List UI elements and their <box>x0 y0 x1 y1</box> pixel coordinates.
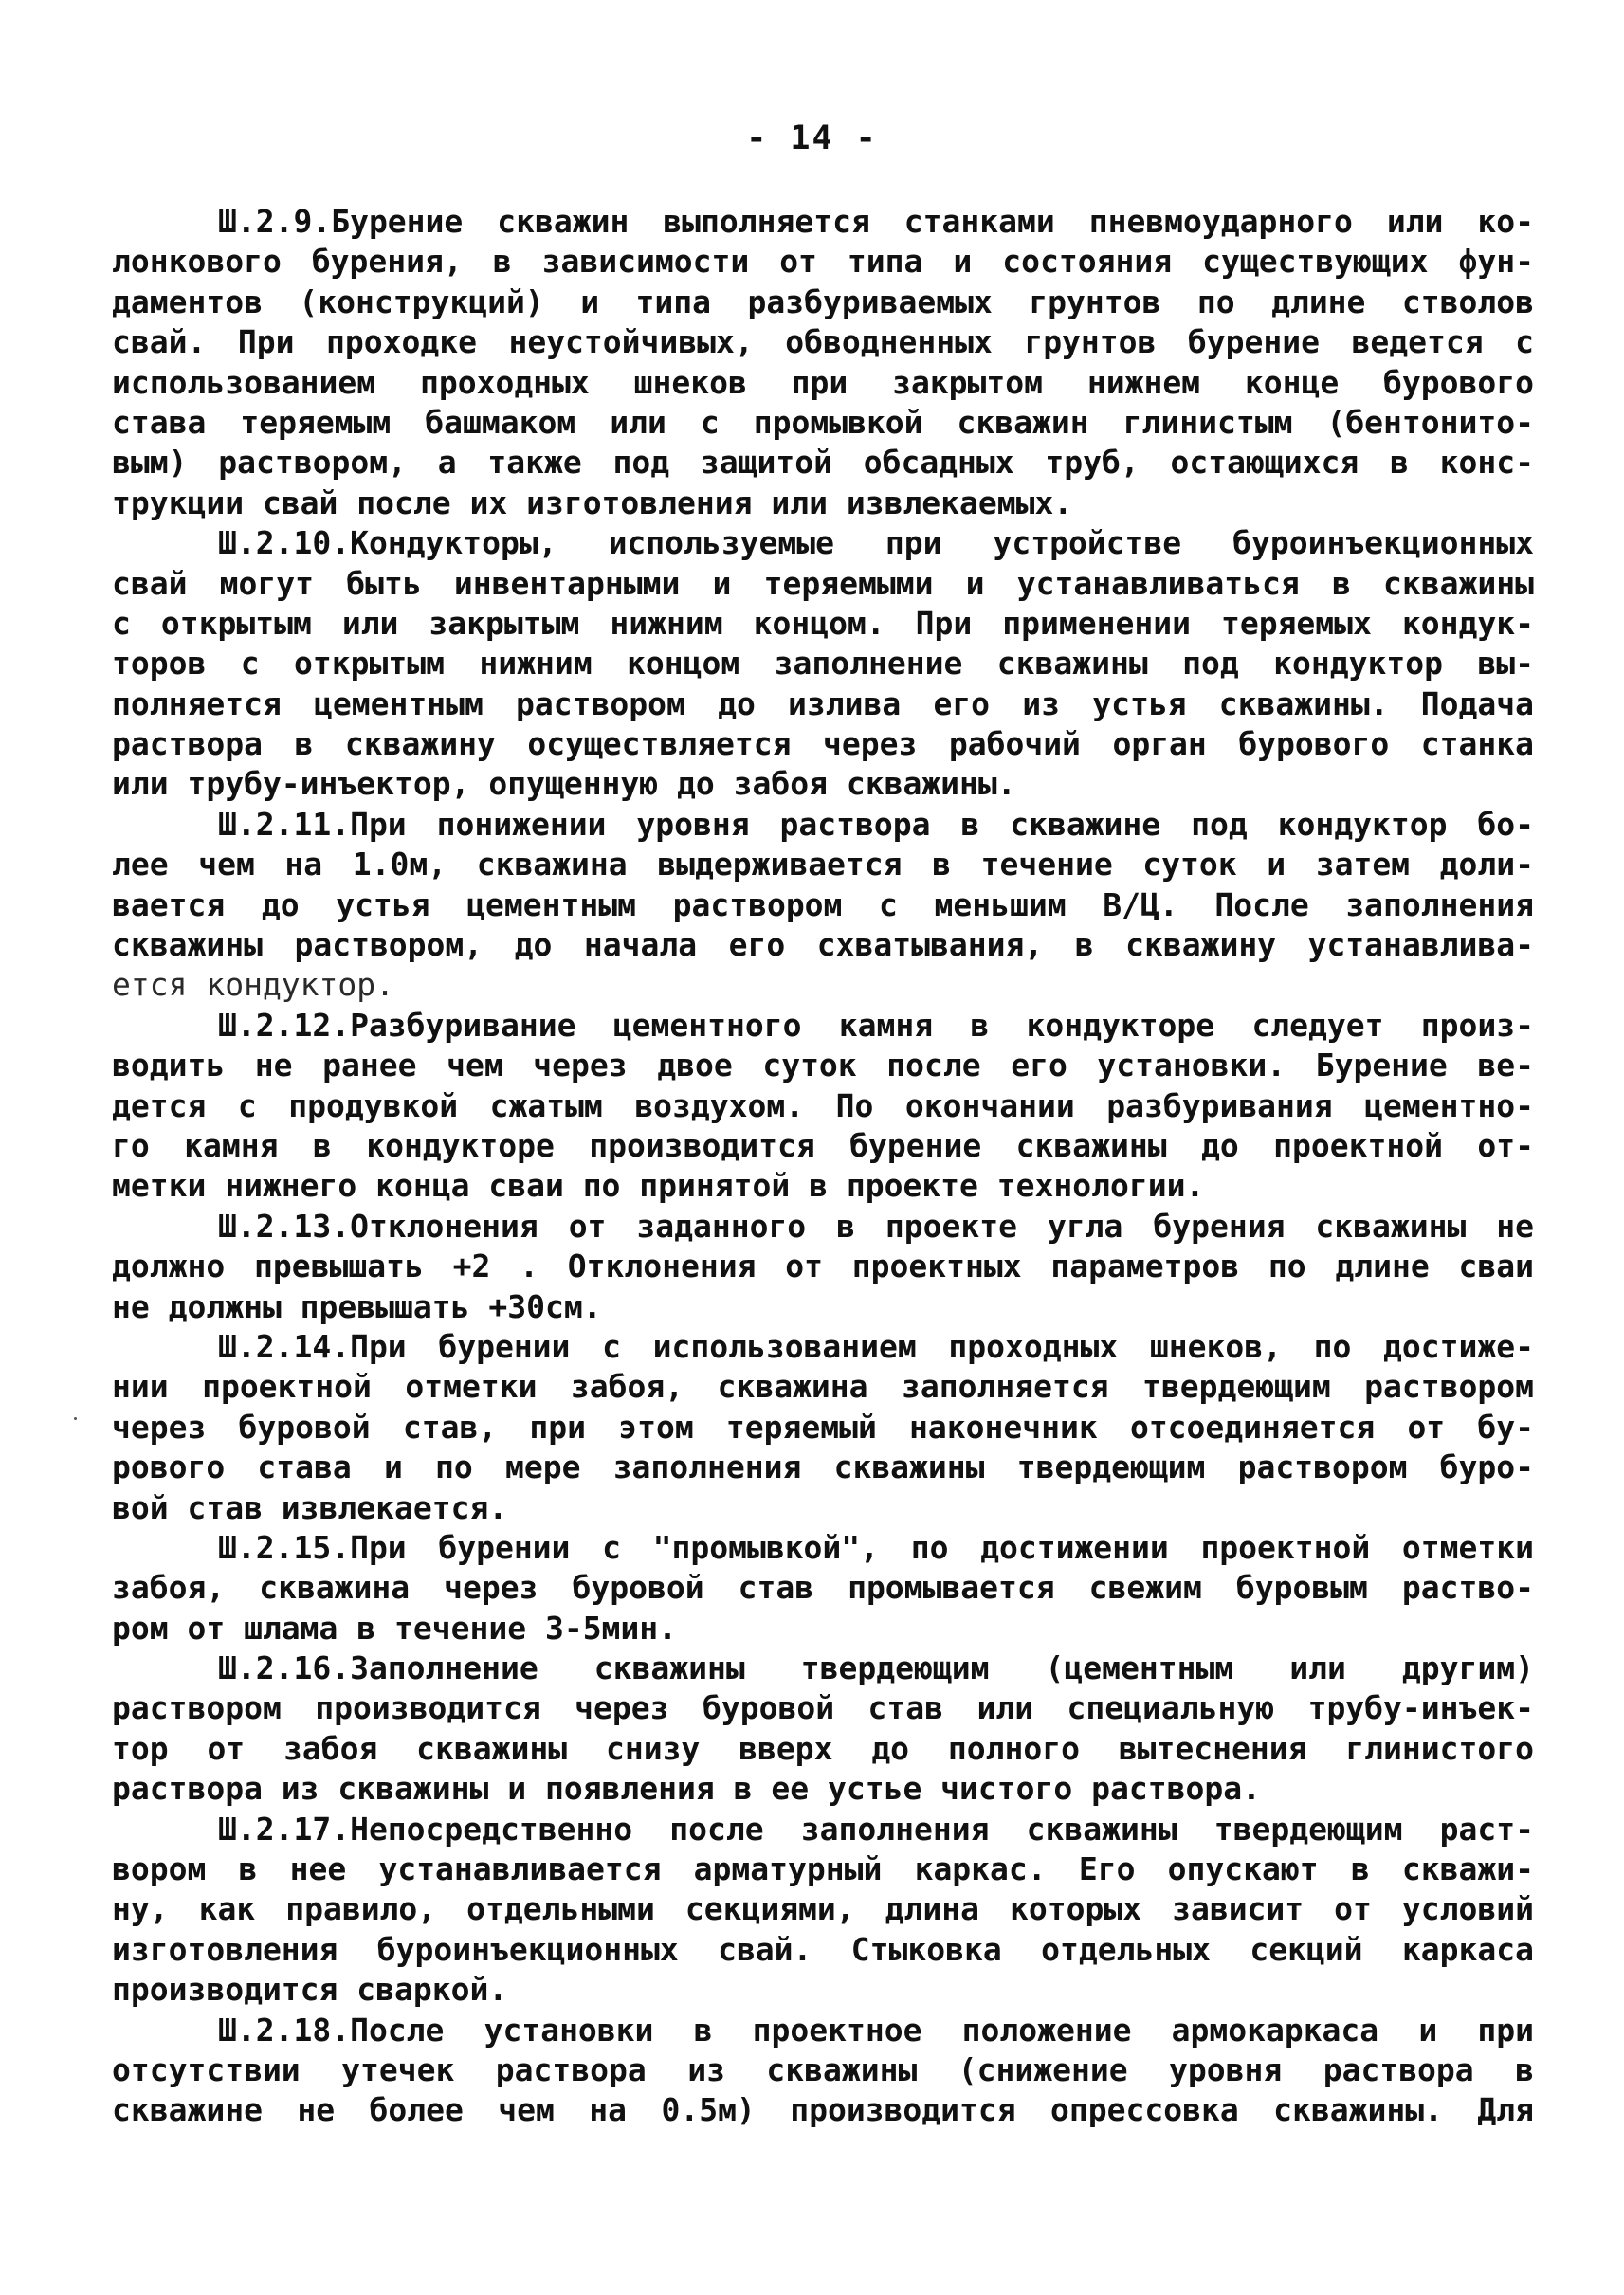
text-line: раствора из скважины и появления в ее устье чистого раствора. <box>112 1770 1261 1808</box>
text-line: ется кондуктор. <box>112 966 395 1004</box>
text-line: вой став извлекается. <box>112 1488 508 1526</box>
page-number: - 14 - <box>746 119 878 157</box>
text-line: вается до устья цементным раствором с меньшим В/Ц. После заполнения <box>112 885 1534 923</box>
text-line: скважины раствором, до начала его схватывания, в скважину устанавлива- <box>112 926 1534 964</box>
text-line: торов с открытым нижним концом заполнение скважины под кондуктор вы- <box>112 645 1534 683</box>
text-line: изготовления буроинъекционных свай. Стыковка отдельных секций каркаса <box>112 1930 1534 1968</box>
text-line: Ш.2.11.При понижении уровня раствора в скважине под кондуктор бо- <box>218 805 1534 843</box>
text-line: раствором производится через буровой став или специальную трубу-инъек- <box>112 1689 1534 1727</box>
text-line: раствора в скважину осуществляется через рабочий орган бурового станка <box>112 725 1534 763</box>
text-line: отсутствии утечек раствора из скважины (снижение уровня раствора в <box>112 2050 1534 2088</box>
text-line: водить не ранее чем через двое суток после его установки. Бурение ве- <box>112 1047 1534 1084</box>
text-line: скважине не более чем на 0.5м) производится опрессовка скважины. Для <box>112 2091 1534 2129</box>
text-line: става теряемым башмаком или с промывкой скважин глинистым (бентонито- <box>112 403 1534 441</box>
text-line: свай могут быть инвентарными и теряемыми и устанавливаться в скважины <box>112 564 1534 602</box>
text-line: свай. При проходке неустойчивых, обводненных грунтов бурение ведется с <box>112 323 1534 361</box>
text-line: Ш.2.13.Отклонения от заданного в проекте угла бурения скважины не <box>218 1207 1534 1245</box>
text-line: забоя, скважина через буровой став промывается свежим буровым раство- <box>112 1569 1534 1607</box>
text-line: лее чем на 1.0м, скважина выдерживается в течение суток и затем доли- <box>112 846 1534 883</box>
text-line: Ш.2.16.Заполнение скважины твердеющим (цементным или другим) <box>218 1649 1534 1687</box>
text-line: Ш.2.10.Кондукторы, используемые при устройстве буроинъекционных <box>218 524 1534 562</box>
text-line: метки нижнего конца сваи по принятой в проекте технологии. <box>112 1167 1205 1205</box>
text-line: Ш.2.14.При бурении с использованием проходных шнеков, по достиже- <box>218 1327 1534 1365</box>
text-line: Ш.2.15.При бурении с "промывкой", по достижении проектной отметки <box>218 1528 1534 1566</box>
text-line: дется с продувкой сжатым воздухом. По окончании разбуривания цементно- <box>112 1086 1534 1124</box>
text-line: Ш.2.9.Бурение скважин выполняется станками пневмоударного или ко- <box>218 203 1534 240</box>
text-line: использованием проходных шнеков при закрытом нижнем конце бурового <box>112 363 1534 401</box>
text-line: ну, как правило, отдельными секциями, длина которых зависит от условий <box>112 1890 1534 1928</box>
text-line: тор от забоя скважины снизу вверх до полного вытеснения глинистого <box>112 1729 1534 1767</box>
text-line: с открытым или закрытым нижним концом. При применении теряемых кондук- <box>112 604 1534 642</box>
text-line: го камня в кондукторе производится бурение скважины до проектной от- <box>112 1126 1534 1164</box>
text-line: или трубу-инъектор, опущенную до забоя скважины. <box>112 765 1016 803</box>
text-line: ром от шлама в течение 3-5мин. <box>112 1609 678 1647</box>
text-line: вором в нее устанавливается арматурный каркас. Его опускают в скважи- <box>112 1850 1534 1888</box>
text-line: даментов (конструкций) и типа разбуриваемых грунтов по длине стволов <box>112 282 1534 320</box>
text-line: Ш.2.17.Непосредственно после заполнения скважины твердеющим раст- <box>218 1810 1534 1848</box>
text-line: через буровой став, при этом теряемый наконечник отсоединяется от бу- <box>112 1408 1534 1446</box>
text-line: полняется цементным раствором до излива его из устья скважины. Подача <box>112 684 1534 722</box>
text-line: вым) раствором, а также под защитой обсадных труб, остающихся в конс- <box>112 444 1534 482</box>
scan-speck <box>74 1417 77 1420</box>
text-line: должно превышать +2 . Отклонения от проектных параметров по длине сваи <box>112 1248 1534 1285</box>
text-line: нии проектной отметки забоя, скважина заполняется твердеющим раствором <box>112 1368 1534 1406</box>
text-line: Ш.2.18.После установки в проектное положение армокаркаса и при <box>218 2011 1534 2049</box>
text-line: Ш.2.12.Разбуривание цементного камня в кондукторе следует произ- <box>218 1006 1534 1044</box>
text-line: рового става и по мере заполнения скважины твердеющим раствором буро- <box>112 1448 1534 1486</box>
text-line: трукции свай после их изготовления или извлекаемых. <box>112 483 1073 521</box>
body-text <box>112 202 1534 2131</box>
text-line: производится сваркой. <box>112 1971 508 2009</box>
text-line: не должны превышать +30см. <box>112 1287 602 1325</box>
text-line: лонкового бурения, в зависимости от типа и состояния существующих фун- <box>112 243 1534 281</box>
